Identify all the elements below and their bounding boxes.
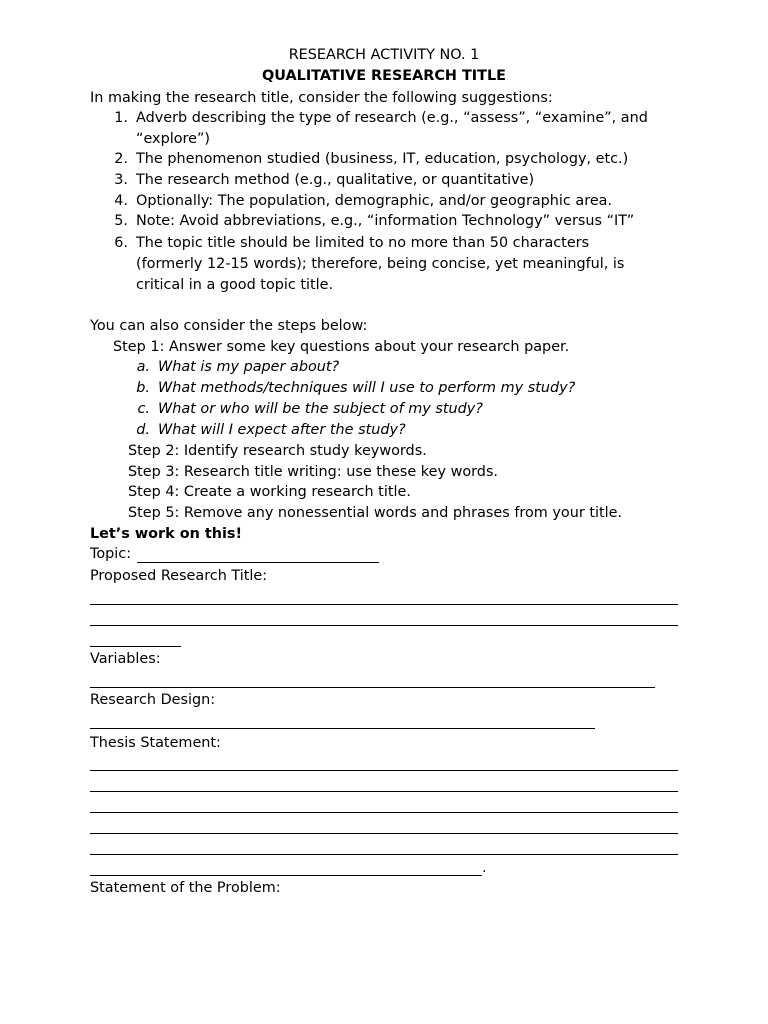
thesis-statement-blank-line[interactable] (90, 791, 678, 792)
list-item: What is my paper about? (158, 359, 340, 375)
list-marker: d. (136, 422, 150, 438)
list-marker: 4. (114, 193, 128, 209)
list-item: What or who will be the subject of my study? (158, 401, 483, 417)
proposed-title-blank-line[interactable] (90, 625, 678, 626)
list-marker: c. (137, 401, 150, 417)
topic-label: Topic: (90, 546, 132, 562)
variables-label: Variables: (90, 651, 161, 667)
step-4: Step 4: Create a working research title. (128, 484, 411, 500)
thesis-statement-blank-line[interactable] (90, 812, 678, 813)
list-marker: 6. (114, 235, 128, 251)
list-marker: b. (136, 380, 150, 396)
list-item-continuation: (formerly 12-15 words); therefore, being concise, yet meaningful, is (136, 256, 625, 272)
list-item: What will I expect after the study? (158, 422, 406, 438)
statement-problem-label: Statement of the Problem: (90, 880, 281, 896)
intro-text: In making the research title, consider the following suggestions: (90, 90, 553, 106)
thesis-statement-blank-line[interactable] (90, 875, 482, 876)
thesis-statement-blank-line[interactable] (90, 770, 678, 771)
list-item: The topic title should be limited to no more than 50 characters (136, 235, 590, 251)
list-item-continuation: “explore”) (136, 131, 211, 147)
list-item: Adverb describing the type of research (e.g., “assess”, “examine”, and (136, 110, 648, 126)
step-5: Step 5: Remove any nonessential words and phrases from your title. (128, 505, 623, 521)
proposed-title-label: Proposed Research Title: (90, 568, 268, 584)
variables-blank-line[interactable] (90, 687, 655, 688)
topic-blank-line[interactable] (137, 562, 379, 563)
list-item: What methods/techniques will I use to perform my study? (158, 380, 576, 396)
list-marker: 2. (114, 151, 128, 167)
list-marker: 1. (114, 110, 128, 126)
thesis-statement-blank-line[interactable] (90, 854, 678, 855)
steps-intro: You can also consider the steps below: (90, 318, 368, 334)
list-item-continuation: critical in a good topic title. (136, 277, 334, 293)
activity-number: RESEARCH ACTIVITY NO. 1 (288, 47, 480, 63)
thesis-statement-label: Thesis Statement: (90, 735, 221, 751)
step-1: Step 1: Answer some key questions about your research paper. (113, 339, 570, 355)
thesis-end-period: . (482, 860, 487, 876)
thesis-statement-blank-line[interactable] (90, 833, 678, 834)
list-item: The research method (e.g., qualitative, or quantitative) (136, 172, 535, 188)
list-marker: 5. (114, 213, 128, 229)
list-item: The phenomenon studied (business, IT, education, psychology, etc.) (136, 151, 629, 167)
list-item: Note: Avoid abbreviations, e.g., “information Technology” versus “IT” (136, 213, 635, 229)
proposed-title-blank-line[interactable] (90, 646, 181, 647)
step-3: Step 3: Research title writing: use these key words. (128, 464, 499, 480)
research-design-label: Research Design: (90, 692, 216, 708)
list-item: Optionally: The population, demographic, and/or geographic area. (136, 193, 613, 209)
list-marker: a. (136, 359, 150, 375)
page-title: QUALITATIVE RESEARCH TITLE (262, 68, 506, 84)
list-marker: 3. (114, 172, 128, 188)
proposed-title-blank-line[interactable] (90, 604, 678, 605)
step-2: Step 2: Identify research study keywords. (128, 443, 427, 459)
worksheet-heading: Let’s work on this! (90, 526, 243, 542)
research-design-blank-line[interactable] (90, 728, 595, 729)
